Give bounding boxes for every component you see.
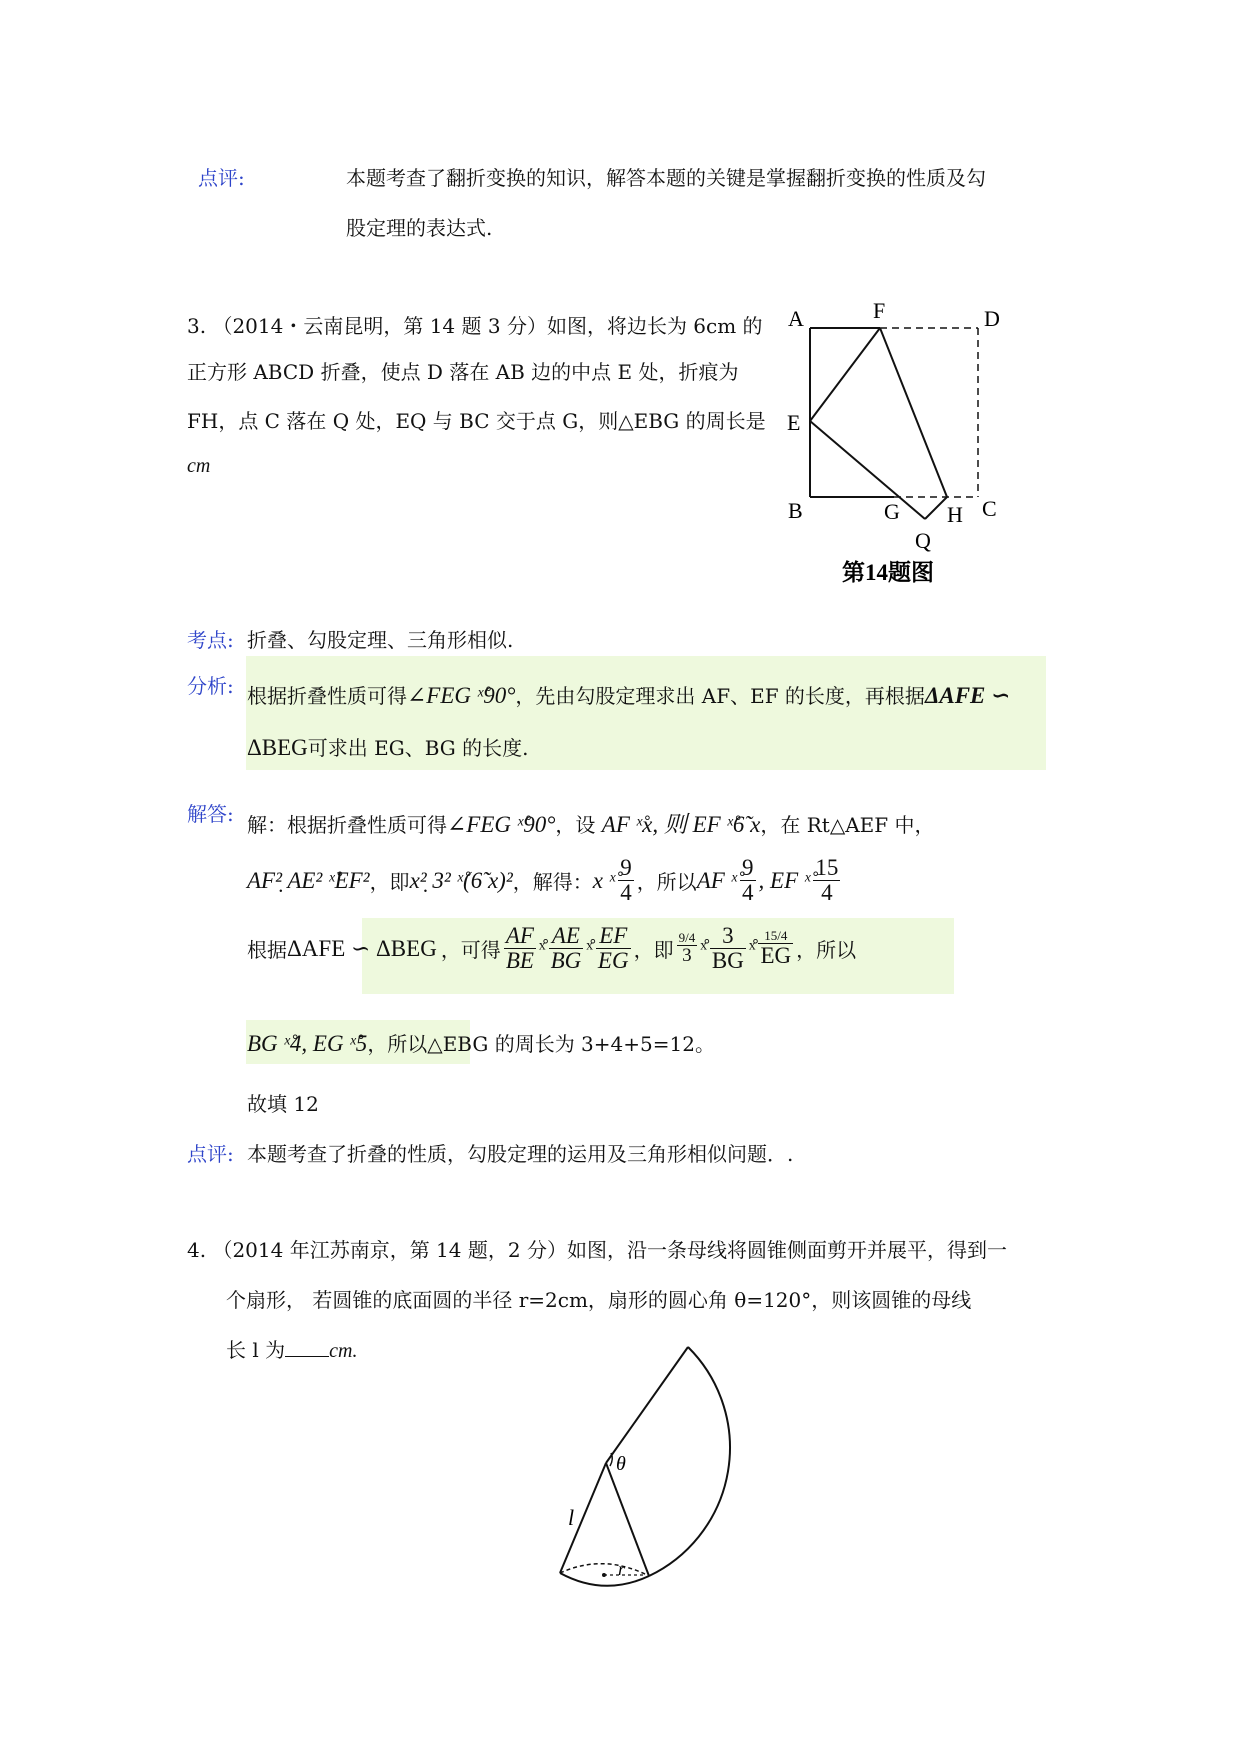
q3-text-line4: cm [187,455,211,477]
point-label-b: B [788,498,803,523]
kaodian-text: 折叠、勾股定理、三角形相似. [247,628,514,652]
fenxi-line1: 根据折叠性质可得∠FEG ˣ̊90°，先由勾股定理求出 AF、EF 的长度，再根据ΔAFE ∽ [247,683,1011,708]
q4-cone-sector-figure [550,1335,810,1595]
review-text-line2: 股定理的表达式. [346,216,493,240]
point-label-c: C [982,496,997,521]
point-label-e: E [787,410,801,435]
jieda-label: 解答: [187,802,234,826]
q3-text-line2: 正方形 ABCD 折叠，使点 D 落在 AB 边的中点 E 处，折痕为 [187,360,739,384]
slant-height-label: l [568,1505,575,1530]
point-label-f: F [873,298,886,323]
q3-square-fold-figure [770,290,1030,590]
answer-blank [285,1338,329,1357]
fraction-9-4-af: $\frac{9}{4}$ [742,855,754,906]
q4-text-line1: 4. （2014 年江苏南京，第 14 题，2 分）如图，沿一条母线将圆锥侧面剪开并展平，得到一 [187,1238,1007,1262]
radius-label: r [618,1559,626,1579]
point-label-h: H [947,502,963,527]
kaodian-label: 考点: [187,628,234,652]
review-label: 点评: [198,166,245,190]
figure-caption: 第14题图 [842,560,934,585]
jieda-line2: AF²̣ AE² ˣ̊EF² ，即 x²̣ 3² ˣ̊(6̃ x)² ，解得： x ˣ̊ $\frac{9}{4}$ ，所以 AF ˣ̊ $\frac{9}{4}$ , EF ˣ̊ $\frac{15}{4}$ [247,855,839,906]
point-label-d: D [984,306,1000,331]
q4-text-line3: 长 l 为 cm. [226,1338,358,1362]
point-label-a: A [788,306,804,331]
review2-text: 本题考查了折叠的性质，勾股定理的运用及三角形相似问题．. [247,1142,794,1166]
fraction-9-4: $\frac{9}{4}$ [620,855,632,906]
review-text-line1: 本题考查了翻折变换的知识，解答本题的关键是掌握翻折变换的性质及勾 [346,166,986,190]
q4-text-line2: 个扇形， 若圆锥的底面圆的半径 r=2cm，扇形的圆心角 θ=120°，则该圆锥的母线 [226,1288,972,1312]
theta-label: θ [616,1453,626,1475]
review2-label: 点评: [187,1142,234,1166]
q3-text-line1: 3. （2014・云南昆明，第 14 题 3 分）如图，将边长为 6cm 的 [187,314,763,338]
jieda-line5: 故填 12 [247,1092,319,1116]
jieda-line1: 解：根据折叠性质可得∠FEG ˣ̊90°，设 AF ˣ̊x, 则 EF ˣ̊6̃ x，在 Rt△AEF 中， [247,812,935,837]
q3-text-line3: FH，点 C 落在 Q 处，EQ 与 BC 交于点 G，则△EBG 的周长是 [187,409,766,433]
fenxi-line2: ΔBEG可求出 EG、BG 的长度. [247,735,529,760]
point-label-q: Q [915,528,931,553]
jieda-line3: 根据 ΔAFE ∽ ΔBEG ，可得 $\frac{AF}{BE}$ ˣ̊ $\frac{AE}{BG}$ ˣ̊ $\frac{EF}{EG}$ ，即 $\frac{9/4}{3}$ ˣ̊ $\frac{3}{BG}$ ˣ̊ $\frac{15/4}{EG}$ ，所以 [247,923,857,974]
fraction-15-4: $\frac{15}{4}$ [815,855,839,906]
jieda-line4: BG ˣ̊4, EG ˣ̊5，所以△EBG 的周长为 3+4+5=12。 [247,1031,715,1056]
point-label-g: G [884,499,900,524]
fenxi-label: 分析: [187,674,234,698]
